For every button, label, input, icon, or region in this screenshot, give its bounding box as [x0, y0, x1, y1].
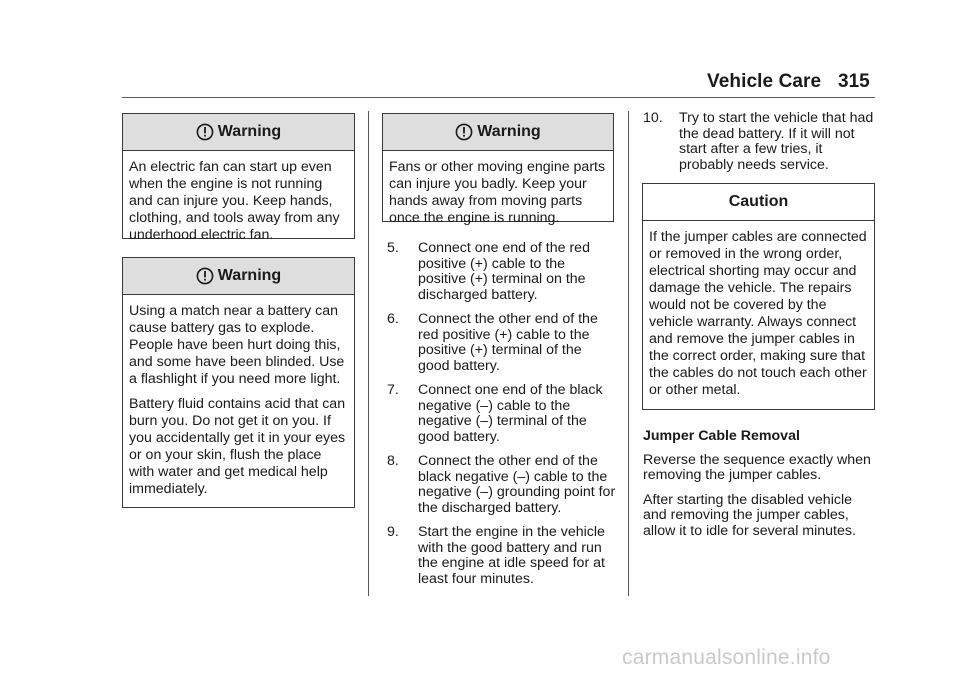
warning-body	[123, 295, 354, 506]
step-number: 8.	[387, 453, 399, 469]
step-item	[387, 241, 617, 303]
step-number: 5.	[387, 240, 399, 256]
step-item	[387, 312, 617, 374]
warning-box-electric-fan	[122, 113, 355, 243]
warning-text: An electric fan can start up even when the engine is not running and can injure you. Keep hands, clothing, and tools away from any underhood electric fan.	[129, 159, 340, 243]
page-number: 315	[838, 71, 870, 92]
step-list	[643, 111, 875, 173]
caution-box	[642, 183, 875, 410]
caution-text: If the jumper cables are connected or removed in the wrong order, electrical shorting may occur and damage the vehicle. The repairs would not be covered by the vehicle warranty. Always connect and remove the jumper cables in the correct order, making sure that the cables do not touch each other or other metal.	[649, 229, 867, 398]
warning-body	[123, 151, 354, 252]
step-item	[643, 111, 875, 173]
section-title: Vehicle Care	[707, 71, 822, 92]
column-divider-2	[628, 111, 629, 596]
warning-icon	[455, 123, 473, 141]
step-number: 6.	[387, 311, 399, 327]
warning-header	[383, 114, 613, 151]
warning-title: Warning	[477, 123, 541, 140]
step-text: Start the engine in the vehicle with the good battery and run the engine at idle speed for at least four minutes.	[418, 524, 605, 587]
jumper-removal-section	[643, 429, 875, 548]
section-subheading: Jumper Cable Removal	[643, 428, 800, 444]
header-divider	[122, 97, 875, 98]
column-divider-1	[368, 111, 369, 596]
warning-icon	[196, 267, 214, 285]
steps-column-2	[387, 241, 617, 596]
step-number: 9.	[387, 524, 399, 540]
step-item	[387, 454, 617, 516]
caution-title: Caution	[728, 193, 789, 210]
caution-header	[643, 184, 874, 221]
step-item	[387, 383, 617, 445]
warning-box-moving-parts	[382, 113, 614, 226]
watermark: carmanualsonline.info	[622, 646, 831, 669]
paragraph: Reverse the sequence exactly when removing the jumper cables.	[643, 451, 871, 483]
warning-header	[123, 258, 354, 295]
warning-title: Warning	[217, 123, 282, 140]
warning-body	[383, 151, 613, 235]
warning-box-battery-gas	[122, 257, 355, 508]
step-item	[387, 525, 617, 587]
step-text: Connect one end of the black negative (–) cable to the negative (–) terminal of the good battery.	[418, 382, 603, 445]
step-text: Connect the other end of the red positive (+) cable to the positive (+) terminal of the good battery.	[418, 311, 598, 374]
step-text: Connect one end of the red positive (+) cable to the positive (+) terminal on the discharged battery.	[418, 240, 590, 303]
step-number: 10.	[643, 110, 663, 126]
step-list	[387, 241, 617, 587]
step-text: Connect the other end of the black negative (–) cable to the negative (–) grounding point for the discharged battery.	[418, 453, 616, 516]
step-text: Try to start the vehicle that had the dead battery. If it will not start after a few tries, it probably needs service.	[679, 110, 874, 173]
steps-column-3	[643, 111, 875, 182]
warning-text: Fans or other moving engine parts can injure you badly. Keep your hands away from moving parts once the engine is running.	[389, 159, 606, 226]
warning-title: Warning	[217, 267, 282, 284]
warning-header	[123, 114, 354, 151]
paragraph: After starting the disabled vehicle and removing the jumper cables, allow it to idle for several minutes.	[643, 491, 856, 539]
warning-text: Using a match near a battery can cause battery gas to explode. People have been hurt doing this, and some have been blinded. Use a flashlight if you need more light.	[129, 303, 345, 387]
caution-body	[643, 221, 874, 407]
step-number: 7.	[387, 382, 399, 398]
warning-text: Battery fluid contains acid that can burn you. Do not get it on you. If you accidentally get it in your eyes or on your skin, flush the place with water and get medical help immediately.	[129, 396, 346, 497]
warning-icon	[196, 123, 214, 141]
